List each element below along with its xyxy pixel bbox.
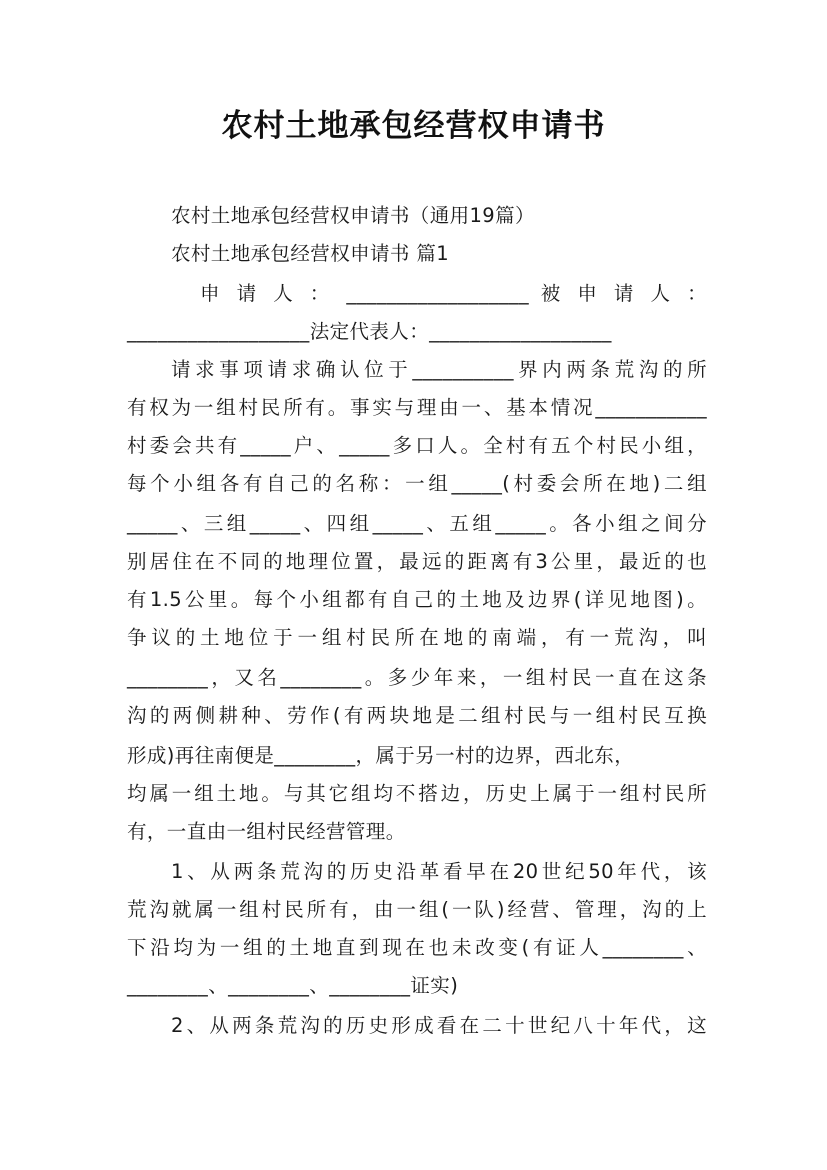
paragraph-line: 有1.5公里。每个小组都有自己的土地及边界(详见地图)。 bbox=[127, 588, 707, 611]
paragraph-line: 每个小组各有自己的名称：一组_____(村委会所在地)二组 bbox=[127, 472, 707, 495]
paragraph-line: 荒沟就属一组村民所有，由一组(一队)经营、管理，沟的上 bbox=[127, 898, 707, 921]
paragraph-line: 2、从两条荒沟的历史形成看在二十世纪八十年代，这 bbox=[171, 1014, 707, 1037]
paragraph-line: 有，一直由一组村民经营管理。 bbox=[127, 820, 406, 843]
section-heading: 农村土地承包经营权申请书 篇1 bbox=[171, 242, 450, 265]
paragraph-line: ________、________、________证实) bbox=[127, 974, 459, 997]
paragraph-line: 有权为一组村民所有。事实与理由一、基本情况___________ bbox=[127, 396, 707, 419]
paragraph-line: 村委会共有_____户、_____多口人。全村有五个村民小组， bbox=[127, 434, 707, 457]
subtitle-line: 农村土地承包经营权申请书（通用19篇） bbox=[171, 204, 535, 227]
paragraph-line: _____、三组_____、四组_____、五组_____。各小组之间分 bbox=[127, 512, 707, 535]
applicant-line: 申 请 人 ： __________________ 被 申 请 人 ： bbox=[200, 282, 707, 305]
paragraph-line: 均属一组土地。与其它组均不搭边，历史上属于一组村民所 bbox=[127, 782, 707, 805]
paragraph-line: 沟的两侧耕种、劳作(有两块地是二组村民与一组村民互换 bbox=[127, 704, 707, 727]
document-title: 农村土地承包经营权申请书 bbox=[221, 108, 606, 144]
paragraph-line: 下沿均为一组的土地直到现在也未改变(有证人________、 bbox=[127, 936, 707, 959]
paragraph-line: 请求事项请求确认位于__________界内两条荒沟的所 bbox=[171, 358, 707, 381]
paragraph-line: ________，又名________。多少年来，一组村民一直在这条 bbox=[127, 666, 707, 689]
paragraph-line: 别居住在不同的地理位置，最远的距离有3公里，最近的也 bbox=[127, 550, 707, 573]
paragraph-line: 形成)再往南便是________，属于另一村的边界，西北东， bbox=[127, 744, 635, 767]
paragraph-line: 争议的土地位于一组村民所在地的南端，有一荒沟，叫 bbox=[127, 626, 707, 649]
legal-representative-line: __________________法定代表人：__________________ bbox=[127, 320, 612, 343]
paragraph-line: 1、从两条荒沟的历史沿革看早在20世纪50年代，该 bbox=[171, 860, 707, 883]
